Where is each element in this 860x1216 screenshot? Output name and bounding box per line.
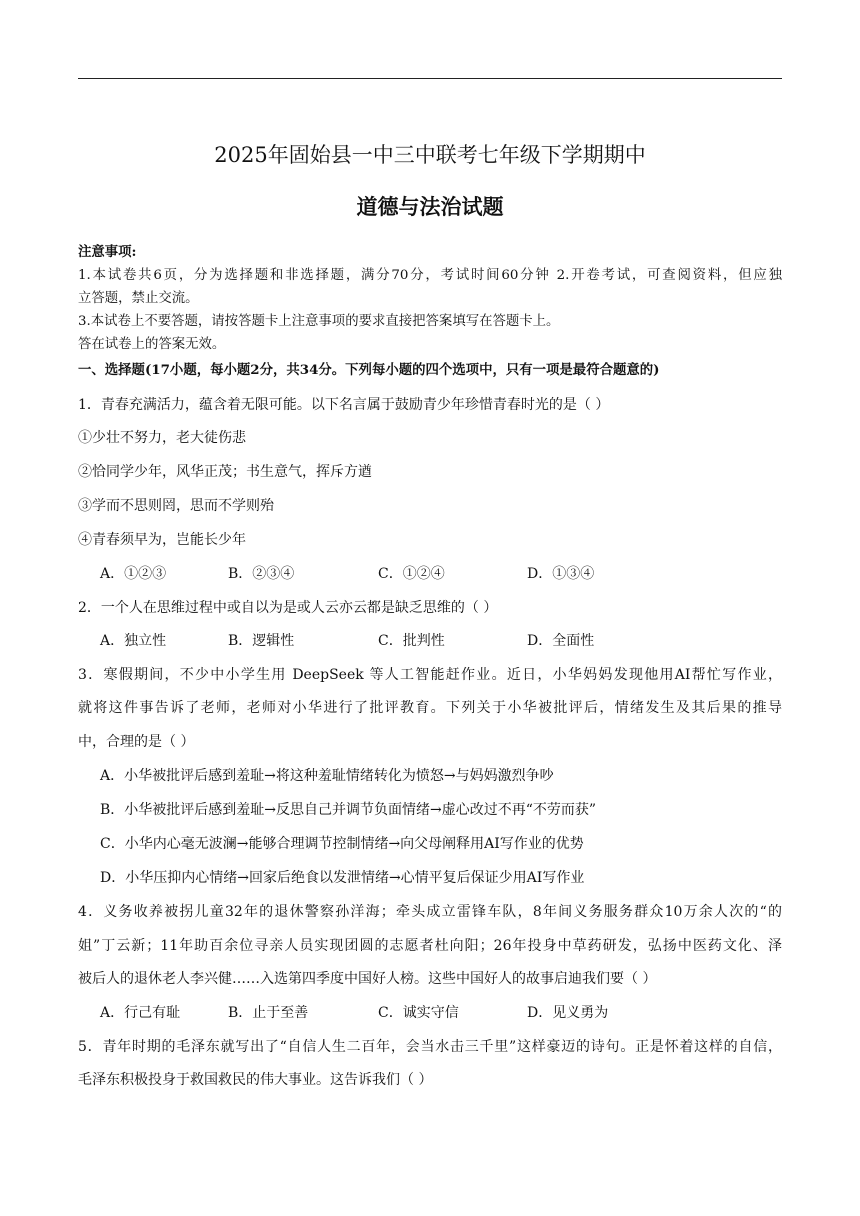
question-1-option-b: B．②③④ bbox=[228, 566, 295, 582]
question-2-option-c: C．批判性 bbox=[378, 633, 445, 649]
question-3-option-a: A．小华被批评后感到羞耻→将这种羞耻情绪转化为愤怒→与妈妈激烈争吵 bbox=[100, 768, 554, 784]
question-4-option-a: A．行己有耻 bbox=[100, 1005, 181, 1021]
question-1-stem: 1．青春充满活力，蕴含着无限可能。以下名言属于鼓励青少年珍惜青春时光的是（ ） bbox=[78, 397, 610, 413]
exam-subject-title: 道德与法治试题 bbox=[356, 194, 504, 219]
notes-line-2: 立答题，禁止交流。 bbox=[78, 291, 199, 306]
question-1-item-3: ③学而不思则罔，思而不学则殆 bbox=[78, 498, 274, 514]
question-4-stem-line-3: 被后人的退休老人李兴健……入选第四季度中国好人榜。这些中国好人的故事启迪我们要（ ） bbox=[78, 971, 657, 987]
exam-title: 2025年固始县一中三中联考七年级下学期期中 bbox=[214, 143, 646, 167]
question-3-option-d: D．小华压抑内心情绪→回家后绝食以发泄情绪→心情平复后保证少用AI写作业 bbox=[100, 870, 585, 886]
question-3-stem-line-2: 就将这件事告诉了老师，老师对小华进行了批评教育。下列关于小华被批评后，情绪发生及其后果的推导 bbox=[78, 700, 782, 716]
question-5-stem-line-2: 毛泽东积极投身于救国救民的伟大事业。这告诉我们（ ） bbox=[78, 1072, 433, 1088]
question-1-option-a: A．①②③ bbox=[100, 566, 167, 582]
notes-line-1: 1.本试卷共6页，分为选择题和非选择题，满分70分，考试时间60分钟 2.开卷考试，可查阅资料，但应独 bbox=[78, 268, 782, 283]
question-2-option-a: A．独立性 bbox=[100, 633, 167, 649]
question-4-option-b: B．止于至善 bbox=[228, 1005, 309, 1021]
question-1-option-d: D．①③④ bbox=[527, 566, 595, 582]
question-4-option-d: D．见义勇为 bbox=[527, 1005, 609, 1021]
question-3-stem-line-3: 中，合理的是（ ） bbox=[78, 734, 195, 750]
question-3-stem-line-1: 3．寒假期间，不少中小学生用 DeepSeek 等人工智能赶作业。近日，小华妈妈发现他用AI帮忙写作业， bbox=[78, 667, 782, 683]
question-1-item-4: ④青春须早为，岂能长少年 bbox=[78, 532, 246, 548]
question-1-item-2: ②恰同学少年，风华正茂；书生意气，挥斥方遒 bbox=[78, 464, 372, 480]
section-1-heading: 一、选择题(17小题，每小题2分，共34分。下列每小题的四个选项中，只有一项是最符合题意的) bbox=[78, 362, 660, 378]
notes-line-3: 3.本试卷上不要答题，请按答题卡上注意事项的要求直接把答案填写在答题卡上。 bbox=[78, 314, 560, 329]
question-3-option-b: B．小华被批评后感到羞耻→反思自己并调节负面情绪→虚心改过不再“不劳而获” bbox=[100, 802, 597, 818]
question-4-stem-line-1: 4．义务收养被拐儿童32年的退休警察孙洋海；牵头成立雷锋车队，8年间义务服务群众10万余人次的“的 bbox=[78, 904, 782, 920]
question-2-option-d: D．全面性 bbox=[527, 633, 595, 649]
question-4-stem-line-2: 姐”丁云新；11年助百余位寻亲人员实现团圆的志愿者杜向阳；26年投身中草药研发，弘扬中医药文化、泽 bbox=[78, 938, 782, 954]
question-5-stem-line-1: 5．青年时期的毛泽东就写出了“自信人生二百年，会当水击三千里”这样豪迈的诗句。正是怀着这样的自信， bbox=[78, 1039, 782, 1055]
question-3-option-c: C．小华内心毫无波澜→能够合理调节控制情绪→向父母阐释用AI写作业的优势 bbox=[100, 836, 584, 852]
question-4-option-c: C．诚实守信 bbox=[378, 1005, 459, 1021]
header-rule bbox=[78, 78, 782, 79]
notes-heading: 注意事项: bbox=[78, 244, 137, 260]
question-2-stem: 2．一个人在思维过程中或自以为是或人云亦云都是缺乏思维的（ ） bbox=[78, 600, 498, 616]
notes-line-4: 答在试卷上的答案无效。 bbox=[78, 337, 226, 352]
question-2-option-b: B．逻辑性 bbox=[228, 633, 295, 649]
question-1-item-1: ①少壮不努力，老大徒伤悲 bbox=[78, 430, 246, 446]
question-1-option-c: C．①②④ bbox=[378, 566, 445, 582]
